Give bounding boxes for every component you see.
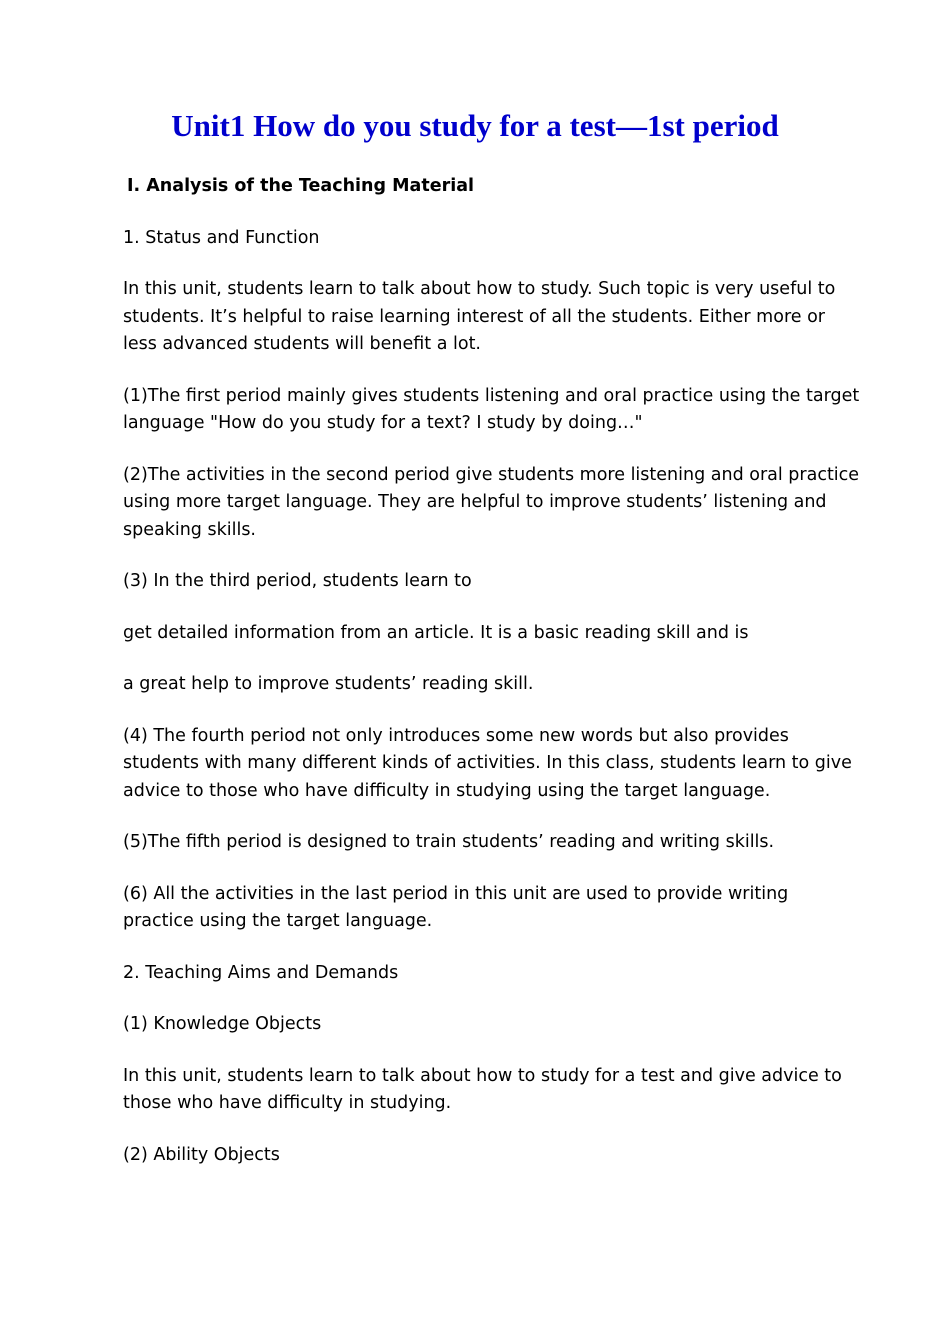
paragraph-intro: In this unit, students learn to talk about how to study. Such topic is very useful to students. It’s helpful to raise learning interest of all the students. Either more or less advanced students will benefit a lot. xyxy=(123,279,836,354)
document-title: Unit1 How do you study for a test—1st period xyxy=(171,108,779,143)
paragraph-period-2: (2)The activities in the second period give students more listening and oral practice using more target language. They are helpful to improve students’ listening and speaking skills. xyxy=(123,464,860,540)
subheading-status-function: 1. Status and Function xyxy=(123,227,320,248)
subheading-teaching-aims: 2. Teaching Aims and Demands xyxy=(123,962,399,983)
paragraph-period-6: (6) All the activities in the last period in this unit are used to provide writing practice using the target language. xyxy=(123,883,789,931)
section-heading: Ⅰ. Analysis of the Teaching Material xyxy=(127,176,475,196)
paragraph-period-1: (1)The first period mainly gives students listening and oral practice using the target language "How do you study for a text? I study by doing…" xyxy=(123,385,860,433)
paragraph-period-5: (5)The fifth period is designed to train students’ reading and writing skills. xyxy=(123,832,775,852)
document-body xyxy=(123,173,863,1193)
subheading-ability-objects: (2) Ability Objects xyxy=(123,1144,280,1165)
paragraph-period-3c: a great help to improve students’ reading skill. xyxy=(123,674,534,694)
paragraph-period-3a: (3) In the third period, students learn to xyxy=(123,571,472,591)
subheading-knowledge-objects: (1) Knowledge Objects xyxy=(123,1014,322,1034)
paragraph-knowledge: In this unit, students learn to talk about how to study for a test and give advice to those who have difficulty in studying. xyxy=(123,1065,842,1113)
paragraph-period-3b: get detailed information from an article. It is a basic reading skill and is xyxy=(123,622,749,643)
paragraph-period-4: (4) The fourth period not only introduces some new words but also provides students with many different kinds of activities. In this class, students learn to give advice to those who have difficulty in studying using the target language. xyxy=(123,725,852,801)
